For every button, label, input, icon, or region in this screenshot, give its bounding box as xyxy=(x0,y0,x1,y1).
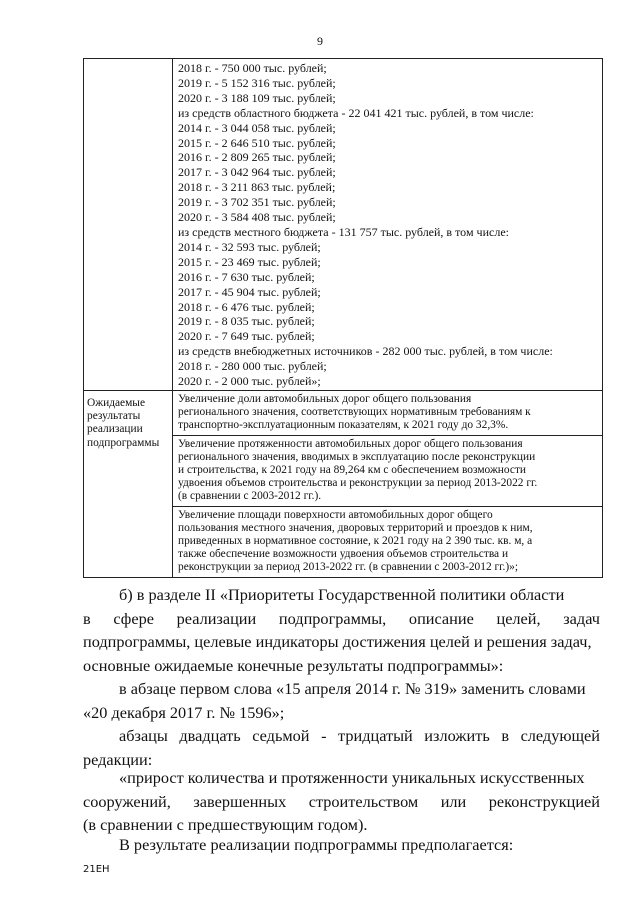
results-cell xyxy=(173,390,603,577)
financing-lines xyxy=(173,59,602,390)
paragraph-b-line-3: подпрограммы, целевые индикаторы достижения целей и решения задач, xyxy=(83,632,592,651)
financing-line: 2015 г. - 2 646 510 тыс. рублей; xyxy=(178,135,336,150)
results-list xyxy=(173,391,602,577)
paragraph-result-line: В результате реализации подпрограммы предполагается: xyxy=(119,835,514,854)
financing-line: 2019 г. - 5 152 316 тыс. рублей; xyxy=(178,75,336,90)
financing-line: 2018 г. - 280 000 тыс. рублей; xyxy=(178,359,327,374)
financing-row xyxy=(84,59,603,391)
financing-line: 2019 г. - 3 702 351 тыс. рублей; xyxy=(178,195,336,210)
paragraph-b-word: в xyxy=(83,608,91,628)
financing-line: 2017 г. - 3 042 964 тыс. рублей; xyxy=(178,165,336,180)
results-label xyxy=(84,391,172,452)
financing-line: 2020 г. - 3 584 408 тыс. рублей; xyxy=(178,210,336,225)
paragraph-quote-word: или xyxy=(440,791,467,811)
financing-line: 2018 г. - 3 211 863 тыс. рублей; xyxy=(178,180,336,195)
result-item-line: приведенных в нормативное состояние, к 2021 году на 2 390 тыс. кв. м, а xyxy=(178,534,533,547)
result-item-line: Увеличение доли автомобильных дорог общего пользования xyxy=(178,392,472,405)
paragraph-first-abzac-line-1: в абзаце первом слова «15 апреля 2014 г. № 319» заменить словами xyxy=(119,679,586,698)
financing-line: 2017 г. - 45 904 тыс. рублей; xyxy=(178,284,321,299)
results-label-line: реализации xyxy=(87,423,143,436)
paragraph-b-word: подпрограммы, xyxy=(278,608,387,628)
result-item-line: Увеличение протяженности автомобильных дорог общего пользования xyxy=(178,437,523,450)
footer-code: 21ЕН xyxy=(83,864,110,875)
paragraph-b-word: описание xyxy=(408,608,474,628)
paragraph-abzacs-line-1: абзацы двадцать седьмой - тридцатый изложить в следующей xyxy=(119,726,600,745)
result-item xyxy=(173,435,602,506)
results-label-line: Ожидаемые xyxy=(87,396,146,409)
paragraph-b-word: реализации xyxy=(176,608,257,628)
paragraph-quote-word: завершенных xyxy=(193,791,287,811)
financing-line: 2015 г. - 23 469 тыс. рублей; xyxy=(178,254,321,269)
paragraph-quote-line-3: (в сравнении с предшествующим годом). xyxy=(83,815,368,834)
financing-line: из средств областного бюджета - 22 041 421 тыс. рублей, в том числе: xyxy=(178,105,534,120)
paragraph-quote-word: реконструкцией xyxy=(488,791,600,811)
paragraph-quote-line-2 xyxy=(83,790,600,814)
financing-line: 2019 г. - 8 035 тыс. рублей; xyxy=(178,314,315,329)
result-item-line: также обеспечение возможности удвоения объемов строительства и xyxy=(178,548,509,561)
result-item-line: пользования местного значения, дворовых территорий и проездов к ним, xyxy=(178,521,533,534)
financing-cell xyxy=(173,59,603,391)
result-item-line: удвоения объемов строительства и реконструкции за период 2013-2022 гг. xyxy=(178,477,538,490)
paragraph-b-line-4: основные ожидаемые конечные результаты подпрограммы»: xyxy=(83,655,504,675)
paragraph-abzacs-27-30 xyxy=(83,724,600,771)
financing-label-cell xyxy=(84,59,173,391)
results-row xyxy=(84,390,603,577)
paragraph-quote-word: сооружений, xyxy=(83,791,171,811)
paragraph-b-word: целей, xyxy=(496,608,541,628)
result-item-line: (в сравнении с 2003-2012 гг.). xyxy=(178,490,322,503)
passport-table xyxy=(83,58,603,578)
result-item-line: реконструкции за период 2013-2022 гг. (в сравнении с 2003-2012 гг.)»; xyxy=(178,561,519,574)
paragraph-quote-word: строительством xyxy=(308,791,419,811)
financing-line: 2014 г. - 32 593 тыс. рублей; xyxy=(178,239,321,254)
result-item-line: Увеличение площади поверхности автомобильных дорог общего xyxy=(178,508,493,521)
page-number: 9 xyxy=(317,34,323,48)
result-item-line: регионального значения, соответствующих нормативным требованиям к xyxy=(178,406,531,419)
result-item-line: транспортно-эксплуатационным показателям, к 2021 году до 32,3%. xyxy=(178,419,509,432)
financing-line: 2014 г. - 3 044 058 тыс. рублей; xyxy=(178,120,336,135)
paragraph-b-line-1: б) в разделе II «Приоритеты Государственной политики области xyxy=(119,585,565,604)
financing-line: из средств внебюджетных источников - 282 000 тыс. рублей, в том числе: xyxy=(178,344,553,359)
paragraph-abzacs-line-2: редакции: xyxy=(83,749,153,769)
financing-line: 2016 г. - 7 630 тыс. рублей; xyxy=(178,269,315,284)
paragraph-result xyxy=(83,833,600,857)
paragraph-quote-line-1: «прирост количества и протяженности уникальных искусственных xyxy=(119,768,585,787)
paragraph-b-word: сфере xyxy=(113,608,154,628)
results-label-line: результаты xyxy=(87,410,141,423)
paragraph-b-line-2 xyxy=(83,607,600,631)
paragraph-quote xyxy=(83,766,600,837)
financing-line: 2018 г. - 6 476 тыс. рублей; xyxy=(178,299,315,314)
result-item xyxy=(173,391,602,435)
results-label-cell xyxy=(84,390,173,577)
paragraph-b xyxy=(83,583,600,677)
financing-line: 2016 г. - 2 809 265 тыс. рублей; xyxy=(178,150,336,165)
results-label-line: подпрограммы xyxy=(87,436,160,449)
result-item-line: и строительства, к 2021 году на 89,264 км с обеспечением возможности xyxy=(178,463,527,476)
paragraph-b-word: задач xyxy=(563,608,600,628)
financing-line: 2018 г. - 750 000 тыс. рублей; xyxy=(178,61,327,75)
result-item xyxy=(173,506,602,577)
paragraph-first-abzac xyxy=(83,677,600,724)
financing-line: 2020 г. - 3 188 109 тыс. рублей; xyxy=(178,90,336,105)
financing-line: 2020 г. - 2 000 тыс. рублей»; xyxy=(178,374,321,389)
financing-line: 2020 г. - 7 649 тыс. рублей; xyxy=(178,329,315,344)
financing-line: из средств местного бюджета - 131 757 тыс. рублей, в том числе: xyxy=(178,224,509,239)
paragraph-first-abzac-line-2: «20 декабря 2017 г. № 1596»; xyxy=(83,702,285,722)
result-item-line: регионального значения, вводимых в эксплуатацию после реконструкции xyxy=(178,450,536,463)
